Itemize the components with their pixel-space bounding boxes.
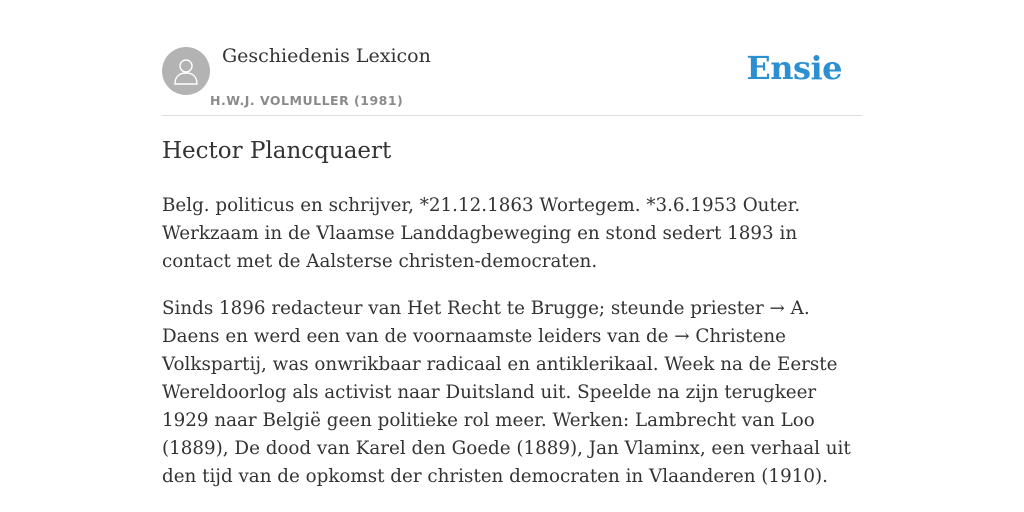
entry-title: Hector Plancquaert — [162, 138, 392, 164]
paragraph-2-text-3: , was onwrikbaar radicaal en antiklerikaal. Week na de Eerste Wereldoorlog als activist naar Duitsland uit. Speelde na zijn terugkeer 1929 naar België geen politieke rol meer. Werken: Lambrecht van Loo (1889), De dood van Karel den Goede (1889), Jan Vlaminx, een verhaal uit den tijd van de opkomst der christen democraten in Vlaanderen (1910). — [162, 354, 851, 487]
paragraph-2-text-2: en werd een van de voornaamste leiders van de — [219, 326, 675, 347]
author-credit[interactable]: H.W.J. VOLMULLER (1981) — [210, 93, 404, 108]
lexicon-title[interactable]: Geschiedenis Lexicon — [222, 45, 431, 67]
header — [162, 0, 862, 116]
paragraph-2-text-1: Sinds 1896 redacteur van Het Recht te Brugge; steunde priester — [162, 298, 770, 319]
brand-logo[interactable]: Ensie — [746, 49, 842, 87]
link-a-daens[interactable]: → A. Daens — [162, 298, 810, 347]
link-christene-volkspartij[interactable]: → Christene Volkspartij — [162, 326, 786, 375]
paragraph-1: Belg. politicus en schrijver, *21.12.1863 Wortegem. *3.6.1953 Outer. Werkzaam in de Vlaamse Landdagbeweging en stond sedert 1893 in contact met de Aalsterse christen-democraten. — [162, 195, 801, 272]
avatar[interactable] — [162, 47, 210, 95]
page-container — [162, 0, 862, 487]
user-icon — [172, 56, 200, 86]
paragraph-2 — [162, 295, 862, 491]
entry-body — [162, 192, 862, 510]
